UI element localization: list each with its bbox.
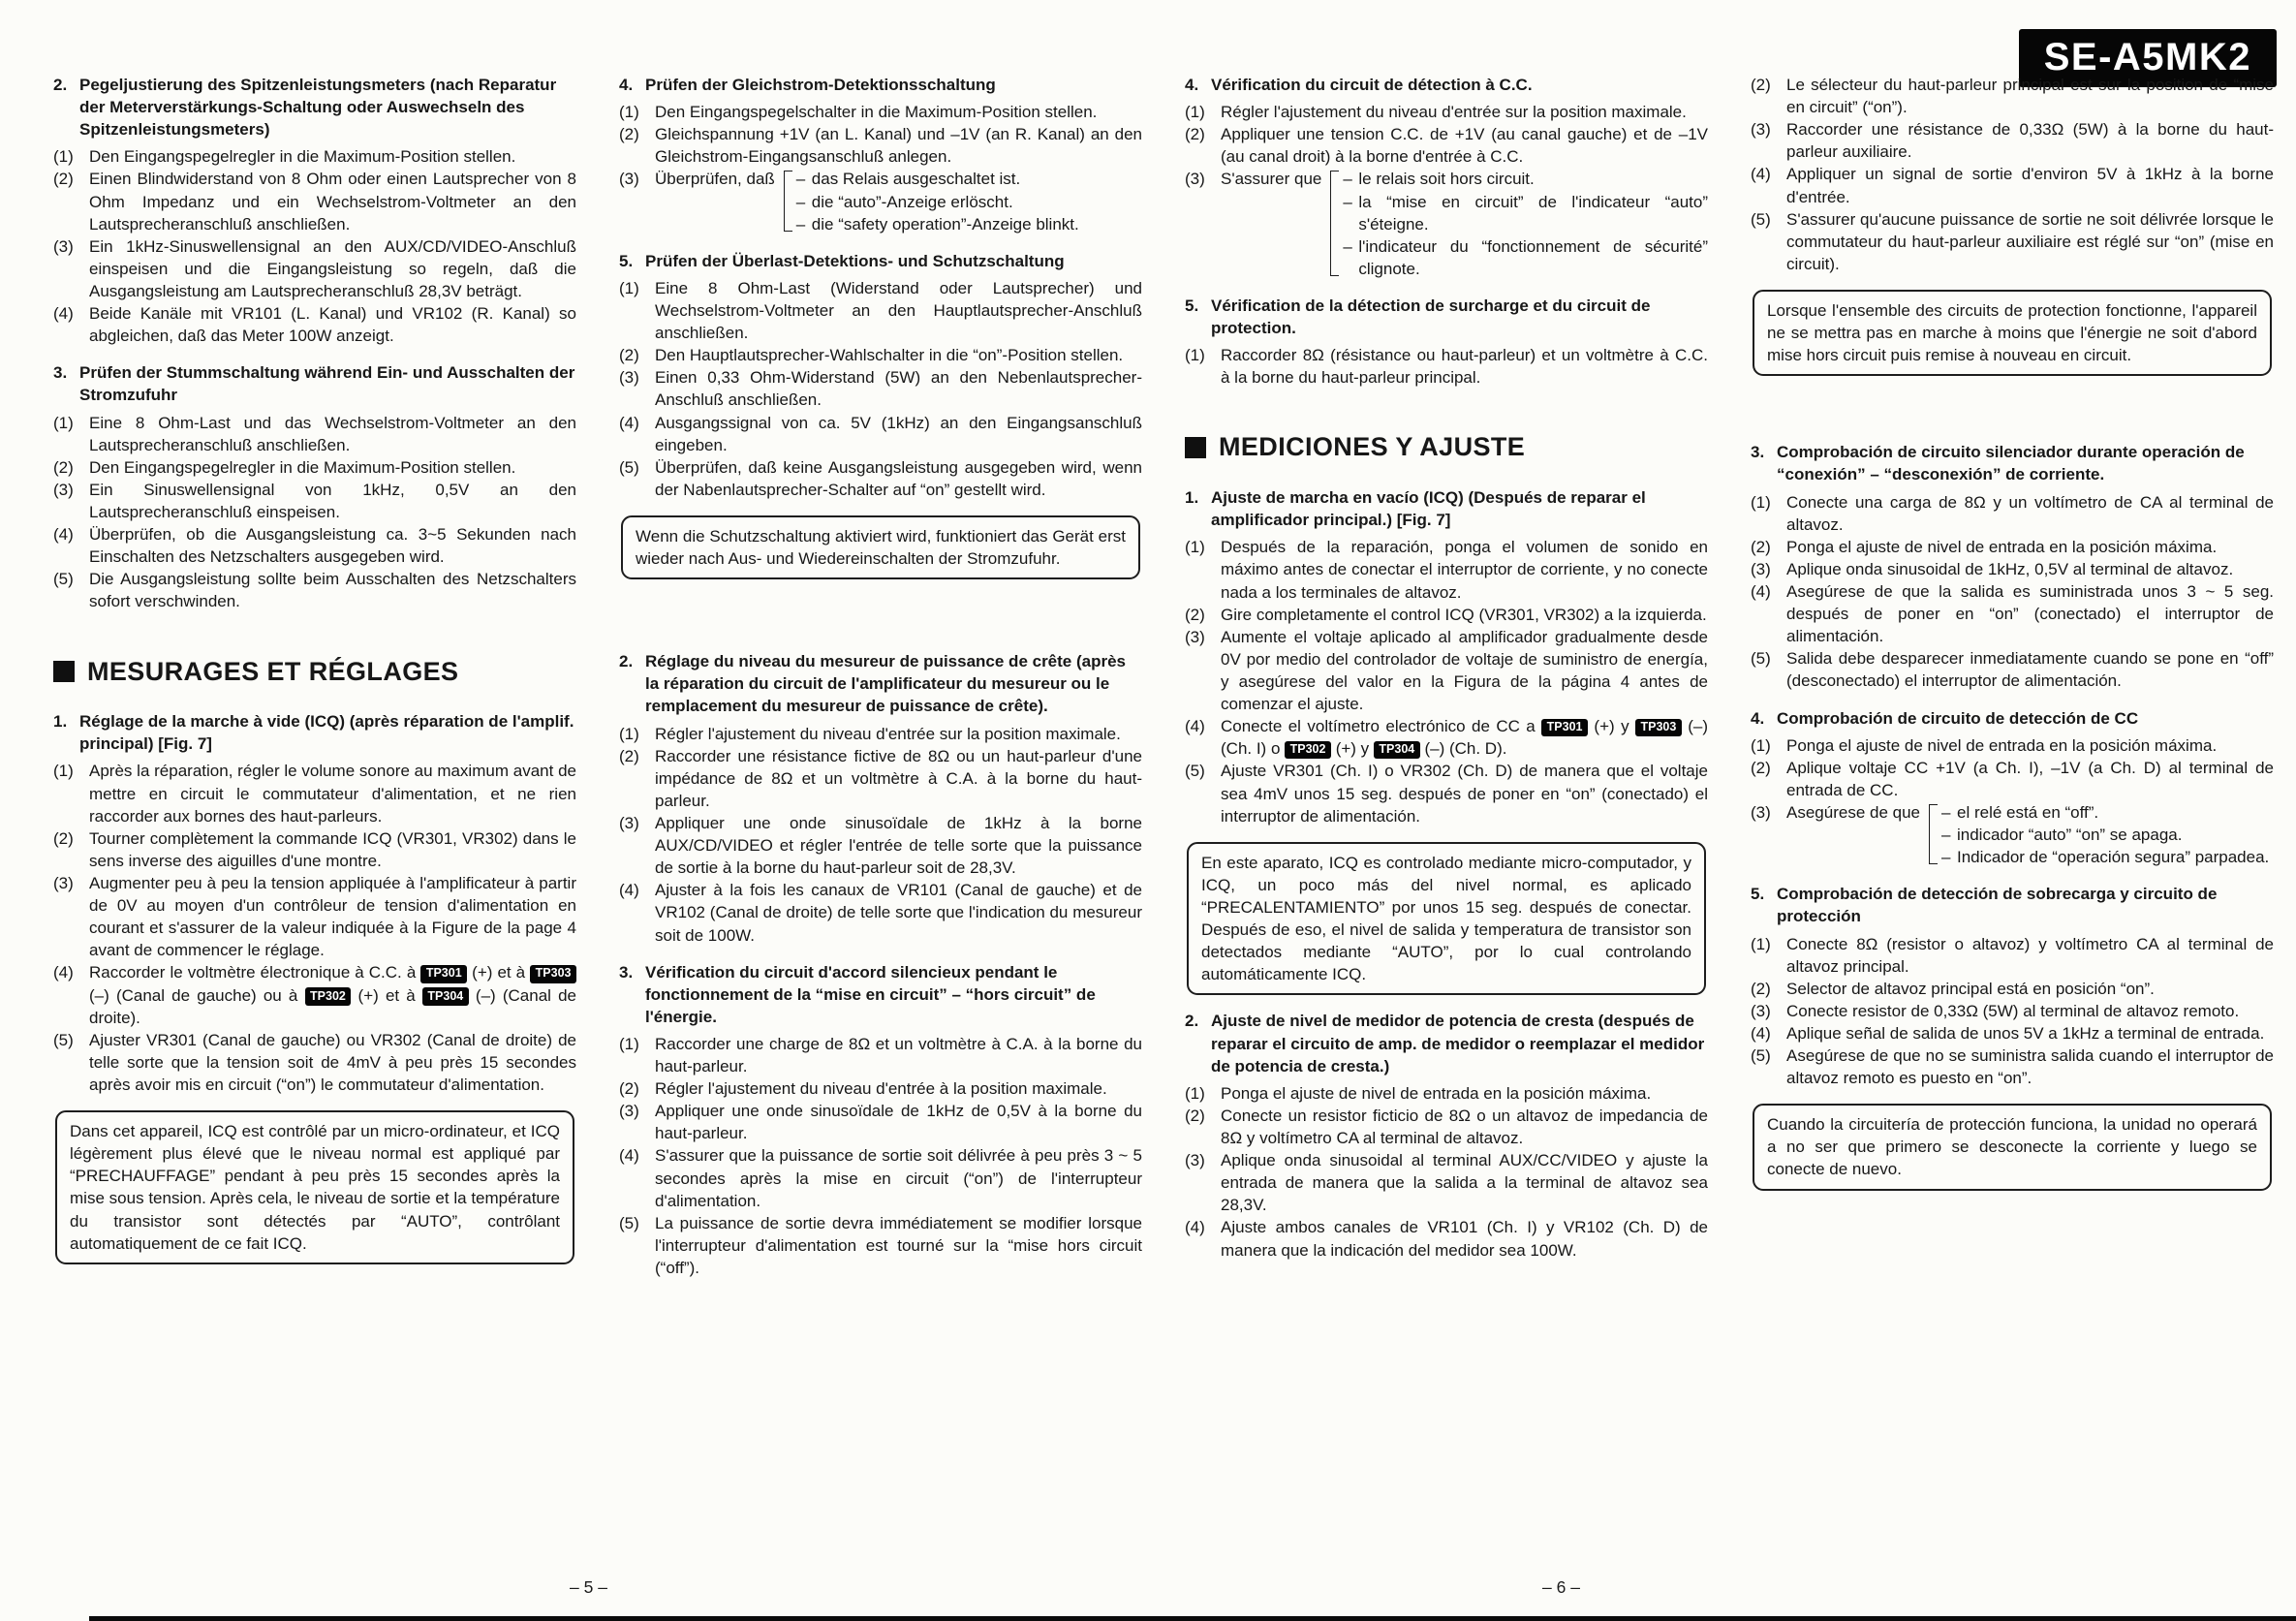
item-text: Asegúrese de que no se suministra salida cuando el interruptor de altavoz remoto es puesto en “on”. [1786,1046,2274,1088]
item-number: (2) [619,346,639,365]
section-header-label: MESURAGES ET RÉGLAGES [87,656,459,686]
bracket-lead-text: Asegúrese de que [1786,802,1920,822]
item-number: (2) [1751,758,1771,777]
list-item [619,168,1142,234]
note-box: Cuando la circuitería de protección funciona, la unidad no operará a no ser que primero se desconecte la corriente y luego se conecte de nuevo. [1753,1104,2272,1190]
testpoint-badge: TP303 [530,965,576,983]
heading-text: Pegeljustierung des Spitzenleistungsmeters (nach Reparatur der Meterverstärkungs-Schaltung oder Auswechseln des Spitzenleistungsmeters) [79,76,557,140]
list-item [1751,757,2274,801]
item-text: S'assurer que la puissance de sortie soit délivrée à peu près 3 ~ 5 secondes après la mise en circuit (“on”) de l'interrupteur d'alimentation. [655,1146,1142,1210]
item-text: Die Ausgangsleistung sollte beim Ausschalten des Netzschalters sofort verschwinden. [89,570,576,611]
list-item [1751,118,2274,163]
subsection-heading [1751,707,2274,730]
numbered-list [1751,933,2274,1090]
item-text: Den Eingangspegelregler in die Maximum-Position stellen. [89,457,516,477]
list-item [1751,1000,2274,1022]
item-text: Den Eingangspegelschalter in die Maximum-Position stellen. [655,103,1098,122]
bracket-group [1929,801,2274,868]
item-text: Eine 8 Ohm-Last und das Wechselstrom-Voltmeter an den Lautsprecheranschluß anschließen. [89,413,576,454]
list-item [1185,123,1708,168]
heading-number: 2. [53,76,68,94]
heading-text: Réglage de la marche à vide (ICQ) (après réparation de l'amplif. principal) [Fig. 7] [79,712,574,754]
item-text: Conecte una carga de 8Ω y un voltímetro de CA al terminal de altavoz. [1786,492,2274,534]
item-text: Raccorder le voltmètre électronique à C.C. à TP301 (+) et à TP303 (–) (Canal de gauche) ou à TP302 (+) et à TP304 (–) (Canal de droite). [89,963,576,1027]
item-text: Überprüfen, ob die Ausgangsleistung ca. 3~5 Sekunden nach Einschalten des Netzschalters ausgegeben wird. [89,525,576,567]
item-number: (4) [53,963,74,982]
heading-text: Vérification de la détection de surcharge et du circuit de protection. [1211,296,1651,338]
list-item [619,723,1142,745]
numbered-list [619,277,1142,501]
list-item [619,745,1142,812]
item-text: Conecte 8Ω (resistor o altavoz) y voltímetro CA al terminal de altavoz principal. [1786,934,2274,976]
item-text: Ponga el ajuste de nivel de entrada en la posición máxima. [1221,1083,1652,1103]
subsection-heading [1185,1010,1708,1076]
list-item [1751,208,2274,275]
item-text: S'assurer qu'aucune puissance de sortie ne soit délivrée lorsque le commutateur du haut-parleur auxiliaire est réglé sur “on” (mise en circuit). [1786,209,2274,273]
list-item [619,366,1142,411]
item-number: (3) [1185,627,1205,646]
heading-text: Réglage du niveau du mesureur de puissance de crête (après la réparation du circuit de l'amplificateur du mesureur ou le remplacement du mesureur de puissance de crête). [645,652,1127,716]
bracket-line: – el relé está en “off”. [1941,801,2274,824]
item-text: Raccorder une résistance fictive de 8Ω ou un haut-parleur d'une impédance de 8Ω et un voltmètre à C.A. à la borne du haut-parleur. [655,746,1143,810]
bracket-lead-text: S'assurer que [1221,170,1322,189]
list-item [53,456,576,479]
item-number: (5) [1751,1046,1771,1066]
item-text: Aplique voltaje CC +1V (a Ch. I), –1V (a Ch. D) al terminal de entrada de CC. [1786,758,2274,799]
subsection-heading [53,710,576,755]
dash-marker: – [1343,192,1352,211]
item-text: Aplique onda sinusoidal de 1kHz, 0,5V al terminal de altavoz. [1786,559,2234,578]
item-text: Aplique onda sinusoidal al terminal AUX/CC/VIDEO y ajuste la entrada de manera que la salida a la terminal de altavoz sea 28,3V. [1221,1151,1708,1215]
dash-marker: – [795,192,806,211]
item-number: (3) [1751,1001,1771,1020]
heading-text: Comprobación de detección de sobrecarga y circuito de protección [1777,885,2218,926]
heading-text: Comprobación de circuito de detección de CC [1777,708,2139,728]
item-number: (2) [1751,76,1771,94]
item-number: (4) [1185,1218,1205,1237]
item-text: Ausgangssignal von ca. 5V (1kHz) an den Eingangsanschluß eingeben. [655,413,1142,454]
item-text: Appliquer un signal de sortie d'environ 5V à 1kHz à la borne d'entrée. [1786,165,2274,206]
dash-marker: – [1941,802,1951,822]
bracket-group [1330,168,1708,280]
item-number: (2) [1185,125,1205,144]
heading-number: 4. [1751,708,1765,728]
heading-text: Comprobación de circuito silenciador durante operación de “conexión” – “desconexión” de corriente. [1777,443,2245,484]
list-item [1751,580,2274,647]
item-number: (4) [1751,1023,1771,1043]
heading-number: 3. [1751,443,1765,462]
item-number: (1) [1751,735,1771,755]
list-item [1751,163,2274,207]
testpoint-badge: TP302 [305,987,352,1006]
item-number: (2) [619,1079,639,1099]
subsection-heading [1185,295,1708,339]
list-item [53,235,576,302]
item-number: (5) [619,457,639,477]
list-item [1185,536,1708,603]
item-number: (1) [619,278,639,297]
list-item [619,1100,1142,1144]
note-box: Lorsque l'ensemble des circuits de protection fonctionne, l'appareil ne se mettra pas en marche à moins que l'énergie ne soit d'abord mise hors circuit puis remise à nouveau en circuit. [1753,290,2272,376]
item-text: Ponga el ajuste de nivel de entrada en la posición máxima. [1786,735,2218,755]
dash-marker: – [1343,170,1352,189]
item-number: (3) [53,480,74,499]
subsection-heading [619,961,1142,1028]
item-text: Conecte un resistor ficticio de 8Ω o un altavoz de impedancia de 8Ω y voltímetro CA al terminal de altavoz. [1221,1106,1708,1147]
page-number-left: – 5 – [570,1577,607,1597]
square-bullet-icon [53,661,75,682]
heading-number: 4. [1185,76,1199,94]
item-text: Tourner complètement la commande ICQ (VR301, VR302) dans le sens inverse des aiguilles d'une montre. [89,828,576,870]
testpoint-badge: TP304 [422,987,469,1006]
item-number: (4) [53,304,74,324]
list-item [619,344,1142,366]
bracket-line: – l'indicateur du “fonctionnement de sécurité” clignote. [1343,235,1708,280]
item-number: (4) [1185,717,1205,736]
list-item [53,568,576,612]
list-item [619,456,1142,501]
bracket-line: – das Relais ausgeschaltet ist. [796,168,1142,190]
subsection-heading [53,361,576,406]
item-number: (4) [619,881,639,900]
list-item [619,277,1142,344]
item-number: (2) [53,828,74,848]
list-item [1751,647,2274,692]
item-text: Appliquer une onde sinusoïdale de 1kHz de 0,5V à la borne du haut-parleur. [655,1102,1142,1143]
list-item [1185,1216,1708,1261]
dash-marker: – [1941,848,1951,867]
subsection-heading [1185,486,1708,531]
item-text: Le sélecteur du haut-parleur principal est sur la position de “mise en circuit” (“on”). [1786,76,2274,117]
item-number: (3) [53,874,74,892]
item-number: (3) [1751,802,1771,822]
item-number: (2) [619,746,639,765]
item-number: (4) [1751,165,1771,184]
item-number: (3) [1751,120,1771,140]
list-item [53,168,576,234]
item-text: Eine 8 Ohm-Last (Widerstand oder Lautsprecher) und Wechselstrom-Voltmeter an den Hauptlautsprecher-Anschluß anschließen. [655,278,1142,343]
dash-marker: – [795,170,806,189]
scan-edge-line [89,1616,2296,1621]
list-item [619,101,1142,123]
bracket-line: – le relais soit hors circuit. [1343,168,1708,190]
numbered-list [1751,74,2274,275]
item-number: (3) [619,813,639,832]
list-item [1185,715,1708,760]
item-number: (1) [53,413,74,432]
note-box: En este aparato, ICQ es controlado mediante micro-computador, y ICQ, un poco más del nivel normal, es aplicado “PRECALENTAMIENTO” por unos 15 seg. después de conectar. Después de eso, el nivel de salida y temperatura de transistor son detectados mediante “AUTO”, por lo cual controlando automáticamente ICQ. [1187,842,1706,996]
numbered-list [53,760,576,1096]
item-number: (1) [1185,1083,1205,1103]
testpoint-badge: TP301 [420,965,467,983]
item-number: (4) [619,413,639,432]
column-2 [619,74,1142,1279]
item-number: (3) [1751,559,1771,578]
section-header [1185,429,1708,465]
item-number: (3) [1185,170,1205,189]
item-number: (3) [619,368,639,388]
item-number: (1) [619,103,639,122]
item-text: Raccorder 8Ω (résistance ou haut-parleur) et un voltmètre à C.C. à la borne du haut-parleur principal. [1221,346,1708,388]
numbered-list [1751,491,2274,693]
subsection-heading [1751,883,2274,927]
bracket-group [784,168,1142,234]
item-text: Aumente el voltaje aplicado al amplificador gradualmente desde 0V por medio del controlador de voltaje de suministro de energía, y asegúrese del valor en la Figura de la página 4 antes de comenzar el ajuste. [1221,627,1708,714]
item-text: Después de la reparación, ponga el volumen de sonido en máximo antes de conectar el interruptor de corriente, y no conecte nada a los terminales de altavoz. [1221,538,1708,602]
item-number: (1) [1751,934,1771,953]
list-item [1185,1149,1708,1216]
item-text: Salida debe desparecer inmediatamente cuando se pone en “off” (desconectado) el interruptor de alimentación. [1786,649,2274,691]
subsection-heading [619,250,1142,272]
bracket-lead-text: Überprüfen, daß [655,170,775,189]
item-text: Régler l'ajustement du niveau d'entrée sur la position maximale. [1221,103,1687,122]
item-number: (3) [53,236,74,256]
item-text [1786,801,2274,868]
item-text: Ajuster VR301 (Canal de gauche) ou VR302 (Canal de droite) de telle sorte que la tension soit de 4mV à peu près 15 secondes après avoir mis en circuit (“on”) le commutateur d'alimentation. [89,1030,576,1094]
item-number: (1) [53,147,74,167]
list-item [619,1033,1142,1077]
item-text [1221,168,1708,280]
list-item [1185,626,1708,715]
list-item [53,479,576,523]
item-text: Régler l'ajustement du niveau d'entrée sur la position maximale. [655,724,1121,743]
item-number: (5) [53,1030,74,1049]
section-header-label: MEDICIONES Y AJUSTE [1219,432,1526,462]
list-item [1185,101,1708,123]
item-text: Ein 1kHz-Sinuswellensignal an den AUX/CD/VIDEO-Anschluß einspeisen und die Eingangsleistung so regeln, daß die Ausgangsleistung am Lautsprecheranschluß 28,3V beträgt. [89,236,576,300]
list-item [1751,536,2274,558]
item-text: Selector de altavoz principal está en posición “on”. [1786,979,2155,998]
item-number: (2) [1185,1106,1205,1125]
list-item [1751,933,2274,978]
list-item [1185,1082,1708,1105]
numbered-list [619,723,1142,947]
heading-number: 4. [619,76,634,94]
item-number: (5) [1751,209,1771,229]
heading-text: Prüfen der Gleichstrom-Detektionsschaltung [645,76,996,94]
list-item [53,1029,576,1096]
columns-container [53,74,2274,1279]
list-item [1185,344,1708,389]
list-item [619,1077,1142,1100]
heading-number: 2. [1185,1012,1199,1031]
list-item [1751,1044,2274,1089]
list-item [53,523,576,568]
list-item [1751,491,2274,536]
numbered-list [53,145,576,347]
heading-text: Prüfen der Stummschaltung während Ein- und Ausschalten der Stromzufuhr [79,363,575,405]
heading-number: 3. [619,962,634,982]
heading-number: 5. [1185,296,1199,315]
item-text: Augmenter peu à peu la tension appliquée à l'amplificateur à partir de 0V au moyen d'un contrôleur de tension d'alimentation en courant et s'assurer de la valeur indiquée à la Figure de la page 4 avant de commencer le réglage. [89,874,576,960]
heading-text: Prüfen der Überlast-Detektions- und Schutzschaltung [645,251,1065,270]
item-text: Den Eingangspegelregler in die Maximum-Position stellen. [89,147,516,167]
item-text: Gire completamente el control ICQ (VR301, VR302) a la izquierda. [1221,605,1707,624]
item-text: Aplique señal de salida de unos 5V a 1kHz a terminal de entrada. [1786,1023,2265,1043]
item-number: (3) [1185,1151,1205,1170]
list-item [1751,558,2274,580]
dash-marker: – [795,214,806,234]
note-box: Wenn die Schutzschaltung aktiviert wird, funktioniert das Gerät erst wieder nach Aus- und Wiedereinschalten der Stromzufuhr. [621,515,1140,579]
heading-number: 5. [1751,885,1765,904]
numbered-list [1185,344,1708,389]
list-item [53,961,576,1028]
item-number: (3) [619,1102,639,1121]
bracket-line: – die “safety operation”-Anzeige blinkt. [796,213,1142,235]
item-number: (2) [619,125,639,144]
list-item [53,827,576,872]
list-item [1185,1105,1708,1149]
subsection-heading [619,74,1142,96]
subsection-heading [1185,74,1708,96]
item-text: Überprüfen, daß keine Ausgangsleistung ausgegeben wird, wenn der Nabenlautsprecher-Schalter auf “on” gestellt wird. [655,457,1142,499]
list-item [53,760,576,826]
item-number: (2) [53,170,74,189]
item-number: (3) [619,170,639,189]
note-box: Dans cet appareil, ICQ est contrôlé par un micro-ordinateur, et ICQ légèrement plus élevé que le niveau normal est appliqué par “PRECHAUFFAGE” pendant à peu près 15 secondes après la mise sous tension. Après cela, le niveau de sortie et la température du transistor sont détectés par “AUTO”, contrôlant automatiquement de ce fait ICQ. [55,1110,574,1264]
list-item [619,812,1142,879]
list-item [619,123,1142,168]
heading-number: 1. [53,712,68,732]
list-item [1751,801,2274,868]
item-text: Gleichspannung +1V (an L. Kanal) und –1V (an R. Kanal) an den Gleichstrom-Eingangsanschluß anlegen. [655,125,1142,167]
list-item [1751,1022,2274,1044]
list-item [619,1144,1142,1211]
bracket-line: – la “mise en circuit” de l'indicateur “auto” s'éteigne. [1343,191,1708,235]
heading-number: 1. [1185,488,1199,508]
list-item [1185,760,1708,826]
item-number: (4) [53,525,74,545]
section-header [53,654,576,690]
testpoint-badge: TP301 [1541,719,1588,737]
heading-text: Ajuste de marcha en vacío (ICQ) (Después de reparar el amplificador principal.) [Fig. 7] [1211,488,1646,530]
item-text: Raccorder une charge de 8Ω et un voltmètre à C.A. à la borne du haut-parleur. [655,1034,1142,1076]
item-number: (5) [1751,649,1771,669]
list-item [53,302,576,347]
heading-number: 2. [619,652,634,671]
item-text: Ajuste VR301 (Ch. I) o VR302 (Ch. D) de manera que el voltaje sea 4mV unos 15 seg. después de poner en “on” (conectado) el interruptor de alimentación. [1221,762,1708,826]
item-number: (5) [1185,762,1205,781]
item-text: Conecte el voltímetro electrónico de CC a TP301 (+) y TP303 (–) (Ch. I) o TP302 (+) y TP304 (–) (Ch. D). [1221,717,1709,759]
column-1 [53,74,576,1279]
numbered-list [1185,101,1708,280]
item-number: (4) [619,1146,639,1166]
list-item [53,412,576,456]
testpoint-badge: TP304 [1374,741,1420,760]
numbered-list [1751,734,2274,869]
item-text: La puissance de sortie devra immédiatement se modifier lorsque l'interrupteur d'alimentation est tourné sur la “mise hors circuit (“off”). [655,1213,1142,1278]
testpoint-badge: TP302 [1285,741,1331,760]
numbered-list [1185,1082,1708,1262]
column-3 [1185,74,1708,1279]
spacer [1751,388,2274,426]
heading-text: Ajuste de nivel de medidor de potencia de cresta (después de reparar el circuito de amp. de medidor o reemplazar el medidor de potencia de cresta.) [1211,1012,1705,1075]
list-item [1751,978,2274,1000]
item-text [655,168,1142,234]
subsection-heading [619,650,1142,717]
numbered-list [1185,536,1708,826]
item-text: Raccorder une résistance de 0,33Ω (5W) à la borne du haut-parleur auxiliaire. [1786,120,2274,162]
bracket-line: – die “auto”-Anzeige erlöscht. [796,191,1142,213]
item-text: Ajuste ambos canales de VR101 (Ch. I) y VR102 (Ch. D) de manera que la indicación del medidor sea 100W. [1221,1218,1708,1260]
item-number: (2) [53,457,74,477]
heading-text: Vérification du circuit de détection à C.C. [1211,76,1533,94]
item-text: Ajuster à la fois les canaux de VR101 (Canal de gauche) et de VR102 (Canal de droite) de telle sorte que l'indication du mesureur soit de 100W. [655,881,1142,945]
item-text: Conecte resistor de 0,33Ω (5W) al terminal de altavoz remoto. [1786,1001,2240,1020]
item-number: (1) [1185,103,1205,122]
item-text: Ponga el ajuste de nivel de entrada en la posición máxima. [1786,537,2218,556]
numbered-list [619,1033,1142,1279]
item-text: Appliquer une onde sinusoïdale de 1kHz à la borne AUX/CD/VIDEO et régler l'entrée de telle sorte que la puissance de sortie à la borne du haut-parleur soit de 28,3V. [655,813,1142,878]
bracket-line: – Indicador de “operación segura” parpadea. [1941,846,2274,868]
item-number: (2) [1185,605,1205,624]
item-text: Appliquer une tension C.C. de +1V (au canal gauche) et de –1V (au canal droit) à la borne d'entrée à C.C. [1221,125,1708,167]
item-number: (5) [53,570,74,589]
list-item [1185,168,1708,280]
bracket-line: – indicador “auto” “on” se apaga. [1941,824,2274,846]
list-item [1751,734,2274,757]
heading-text: Vérification du circuit d'accord silencieux pendant le fonctionnement de la “mise en circuit” – “hors circuit” de l'énergie. [645,962,1096,1026]
item-text: Après la réparation, régler le volume sonore au maximum avant de mettre en circuit le commutateur d'alimentation, et ne rien raccorder aux bornes des haut-parleurs. [89,762,576,826]
item-number: (1) [1185,538,1205,557]
item-text: Einen 0,33 Ohm-Widerstand (5W) an den Nebenlautsprecher-Anschluß anschließen. [655,368,1142,410]
heading-number: 3. [53,363,68,383]
item-number: (1) [1751,492,1771,512]
numbered-list [619,101,1142,235]
item-number: (5) [619,1213,639,1232]
list-item [53,872,576,961]
item-text: Asegúrese de que la salida es suministrada unos 3 ~ 5 seg. después de poner en “on” (conectado) el interruptor de alimentación. [1786,581,2274,646]
spacer [619,591,1142,636]
list-item [1185,604,1708,626]
dash-marker: – [1941,826,1951,845]
dash-marker: – [1343,236,1352,256]
item-number: (2) [1751,979,1771,998]
item-number: (1) [1185,346,1205,365]
testpoint-badge: TP303 [1635,719,1682,737]
model-badge: SE-A5MK2 [2019,29,2277,87]
subsection-heading [53,74,576,140]
page-number-right: – 6 – [1542,1577,1580,1597]
item-number: (2) [1751,537,1771,556]
item-text: Einen Blindwiderstand von 8 Ohm oder einen Lautsprecher von 8 Ohm Impedanz und ein Wechselstrom-Voltmeter an den Lautsprecheranschluß anschließen. [89,170,576,234]
list-item [1751,74,2274,118]
item-number: (1) [53,762,74,781]
list-item [619,879,1142,946]
heading-number: 5. [619,251,634,270]
square-bullet-icon [1185,437,1206,458]
list-item [619,1212,1142,1279]
item-text: Ein Sinuswellensignal von 1kHz, 0,5V an den Lautsprecheranschluß einspeisen. [89,480,576,521]
subsection-heading [1751,441,2274,485]
item-text: Den Hauptlautsprecher-Wahlschalter in die “on”-Position stellen. [655,346,1124,365]
numbered-list [53,412,576,613]
item-text: Régler l'ajustement du niveau d'entrée à la position maximale. [655,1079,1107,1099]
item-text: Beide Kanäle mit VR101 (L. Kanal) und VR102 (R. Kanal) so abgleichen, daß das Meter 100W anzeigt. [89,304,576,346]
column-4 [1751,74,2274,1279]
item-number: (4) [1751,581,1771,601]
item-number: (1) [619,1034,639,1053]
item-number: (1) [619,724,639,743]
list-item [619,412,1142,456]
list-item [53,145,576,168]
